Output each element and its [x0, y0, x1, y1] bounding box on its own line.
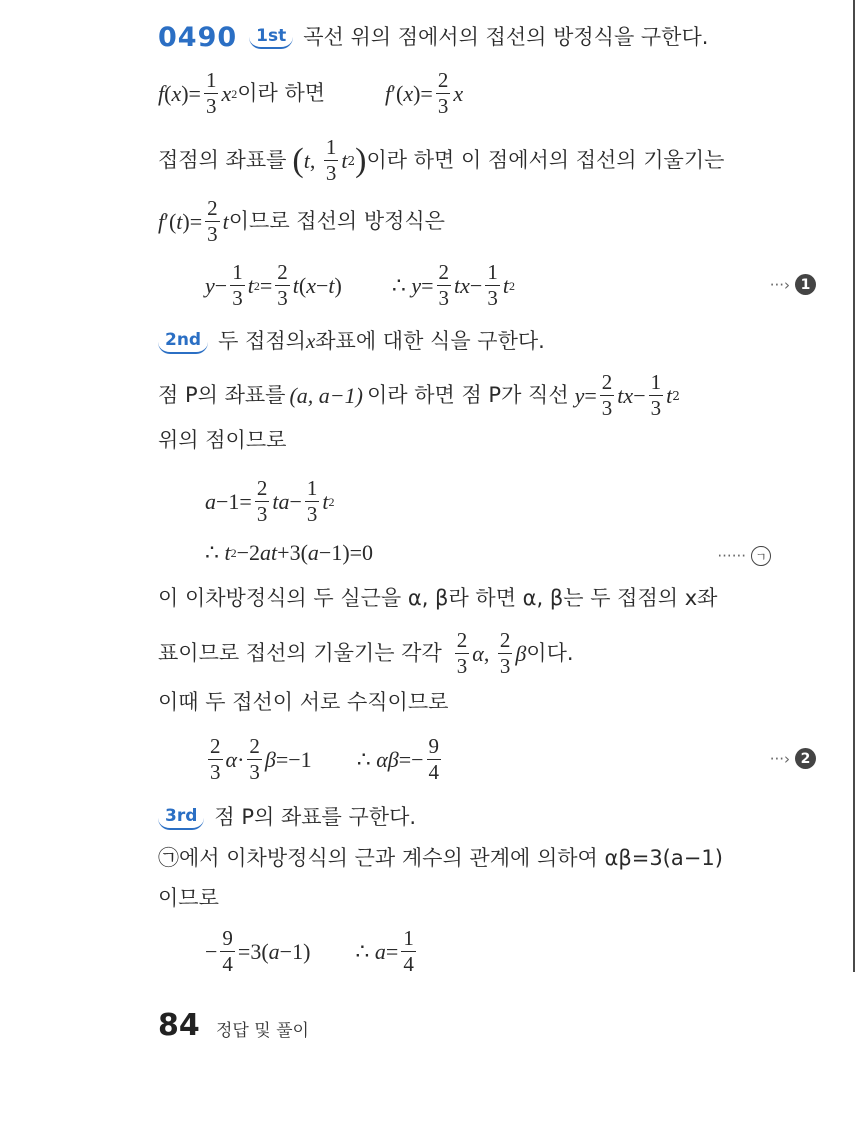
- point-p-mid: 이라 하면 점 P가 직선: [366, 383, 569, 407]
- point-p-line: 점 P의 좌표를 (a, a−1) 이라 하면 점 P가 직선 y = $\frac{2}{3}$ tx − $\frac{1}{3}$ t 2: [158, 370, 680, 420]
- slopes-end: 이다.: [526, 641, 574, 665]
- perpendicular-text: 이때 두 접선이 서로 수직이므로: [158, 690, 449, 714]
- step2-heading-x: x: [305, 329, 316, 354]
- since-text: 이므로: [158, 886, 219, 910]
- step2-heading-post: 좌표에 대한 식을 구한다.: [315, 329, 545, 354]
- quadratic-equation: ∴ t 2 −2 at +3( a −1)=0: [205, 540, 374, 565]
- tangent-equation: y − $\frac{1}{3}$ t 2 = $\frac{2}{3}$ t ( x − t ) ∴ y = $\frac{2}{3}$ tx − $\frac{1}{3}$ t 2: [205, 260, 515, 310]
- roots-text: 이 이차방정식의 두 실근을 α, β라 하면 α, β는 두 접점의 x좌: [158, 586, 718, 610]
- step2-badge: 2nd: [158, 330, 208, 354]
- therefore-eq-text: 이므로 접선의 방정식은: [228, 209, 445, 233]
- equation-marker-1: [770, 274, 816, 295]
- marker-a-badge: ㄱ: [751, 546, 771, 566]
- tangent-point-line: 접점의 좌표를 ( t , $\frac{1}{3}$ t 2 ) 이라 하면 이 점에서의 접선의 기울기는: [158, 135, 725, 185]
- point-p-coordinate: (a, a−1): [289, 382, 363, 408]
- step1-badge: 1st: [249, 26, 293, 50]
- vieta-line: [158, 848, 723, 869]
- vieta-text: ㉠에서 이차방정식의 근과 계수의 관계에 의하여 αβ=3(a−1): [158, 846, 723, 870]
- equation-marker-2: [770, 748, 816, 769]
- page-number: 84: [158, 1008, 200, 1043]
- footer-label: 정답 및 풀이: [216, 1021, 309, 1041]
- since-line: [158, 888, 219, 909]
- marker-a-dots: ······: [717, 547, 746, 565]
- final-answer: − $\frac{9}{4}$ =3( a −1) ∴ a = $\frac{1}{4}$: [205, 926, 414, 976]
- step1-heading: 곡선 위의 점에서의 접선의 방정식을 구한다.: [303, 25, 709, 49]
- equation-marker-a: [717, 546, 771, 566]
- problem-heading: [158, 24, 708, 51]
- function-definition: f ( x )= $\frac{1}{3}$ x 2 이라 하면 f ′( x )= $\frac{2}{3}$ x: [158, 68, 464, 118]
- substituted-equation: a −1= $\frac{2}{3}$ ta − $\frac{1}{3}$ t 2: [205, 476, 335, 526]
- slopes-line: 표이므로 접선의 기울기는 각각 $\frac{2}{3}$ α , $\frac{2}{3}$ β 이다.: [158, 628, 574, 678]
- perpendicular-line: [158, 692, 448, 713]
- point-p-intro: 점 P의 좌표를: [158, 383, 286, 407]
- step3-heading-line: [158, 806, 416, 830]
- marker-1-badge: 1: [795, 274, 816, 295]
- perpendicular-equation: $\frac{2}{3}$ α · $\frac{2}{3}$ β =−1 ∴ αβ =− $\frac{9}{4}$: [210, 734, 440, 784]
- tangent-point-intro: 접점의 좌표를: [158, 148, 287, 172]
- on-point-text: 위의 점이므로: [158, 428, 287, 452]
- slopes-text: 표이므로 접선의 기울기는 각각: [158, 641, 442, 665]
- marker-2-badge: 2: [795, 748, 816, 769]
- problem-number: 0490: [158, 22, 238, 53]
- step2-heading-pre: 두 접점의: [218, 329, 306, 354]
- on-point-line: [158, 430, 286, 451]
- marker-1-arrow: ···›: [769, 275, 790, 294]
- if-say-text: 이라 하면: [237, 81, 326, 105]
- right-margin-rule: [853, 0, 855, 972]
- roots-line: [158, 588, 717, 609]
- step2-heading-line: [158, 330, 545, 354]
- step3-heading: 점 P의 좌표를 구한다.: [214, 805, 417, 830]
- derivative-at-t: f ′( t )= $\frac{2}{3}$ t 이므로 접선의 방정식은: [158, 196, 445, 246]
- marker-2-arrow: ···›: [769, 749, 790, 768]
- slope-text: 이라 하면 이 점에서의 접선의 기울기는: [366, 148, 725, 172]
- step3-badge: 3rd: [158, 806, 204, 830]
